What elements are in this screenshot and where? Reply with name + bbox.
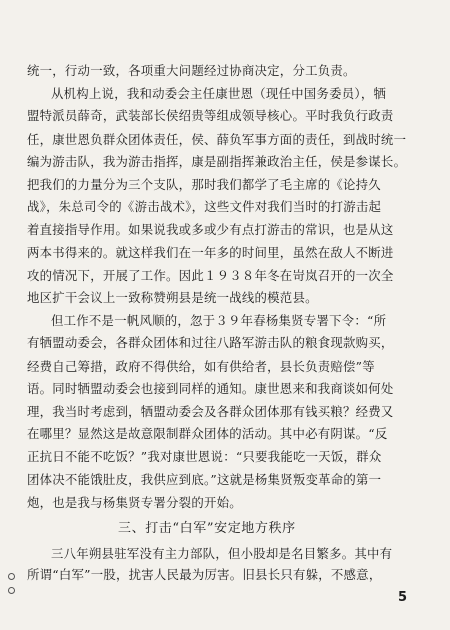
text-line: 战》，朱总司令的《游击战术》，这些文件对我们当时的打游击起 — [27, 199, 382, 214]
text-line: 编为游击队，我为游击指挥，康是副指挥兼政治主任，侯是参谋长。 — [27, 154, 407, 169]
text-line: 所谓“白军”一股，扰害人民最为厉害。旧县长只有躲，不感意， — [27, 567, 382, 582]
text-line: 语。同时牺盟动委会也接到同样的通知。康世恩来和我商谈如何处 — [27, 381, 394, 396]
text-line: 团体决不能饿肚皮，我供应到底。”这就是杨集贤叛变革命的第一 — [27, 472, 382, 487]
text-line: 攻的情况下，开展了工作。因此１９３８年冬在岢岚召开的一次全 — [27, 268, 394, 283]
text-line: 经费自己筹措，政府不得供给，如有供给者，县长负责赔偿”等 — [27, 359, 375, 374]
text-line: 正抗日不能不吃饭？”我对康世恩说：“只要我能吃一天饭，群众 — [27, 449, 382, 464]
text-line: 统一，行动一致，各项重大问题经过协商决定，分工负责。 — [27, 63, 356, 78]
text-line: 两本书得来的。就这样我们在一年多的时间里，虽然在敌人不断进 — [27, 245, 394, 260]
text-line: 理，我当时考虑到，牺盟动委会及各群众团体那有钱买粮？经费又 — [27, 404, 394, 419]
text-line: 三八年朔县驻军没有主力部队，但小股却是名目繁多。其中有 — [51, 546, 393, 561]
text-line: 把我们的力量分为三个支队，那时我们都学了毛主席的《论持久 — [27, 177, 381, 192]
scan-hole-mark — [8, 587, 15, 594]
text-line: 炮，也是我与杨集贤专署分裂的开始。 — [27, 495, 242, 510]
text-line: 但工作不是一帆风顺的，忽于３９年春杨集贤专署下令：“所 — [51, 313, 387, 328]
text-line: 从机构上说，我和动委会主任康世恩（现任中国务委员），牺 — [51, 86, 387, 101]
page-number: 5 — [398, 590, 408, 605]
section-heading: 三、打击“白军”安定地方秩序 — [118, 521, 296, 536]
text-line: 盟特派员薛奇，武装部长侯绍贵等组成领导核心。平时我负行政责 — [27, 108, 394, 123]
text-line: 在哪里？显然这是故意限制群众团体的活动。其中必有阴谋。“反 — [27, 426, 388, 441]
text-line: 地区扩干会议上一致称赞朔县是统一战线的模范县。 — [27, 290, 318, 305]
scan-hole-mark — [8, 573, 15, 580]
text-line: 有牺盟动委会，各群众团体和过往八路军游击队的粮食现款购买， — [27, 335, 394, 350]
text-line: 任，康世恩负群众团体责任，侯、薛负军事方面的责任，到战时统一 — [27, 132, 407, 147]
text-line: 着直接指导作用。如果说我或多或少有点打游击的常识，也是从这 — [27, 222, 394, 237]
